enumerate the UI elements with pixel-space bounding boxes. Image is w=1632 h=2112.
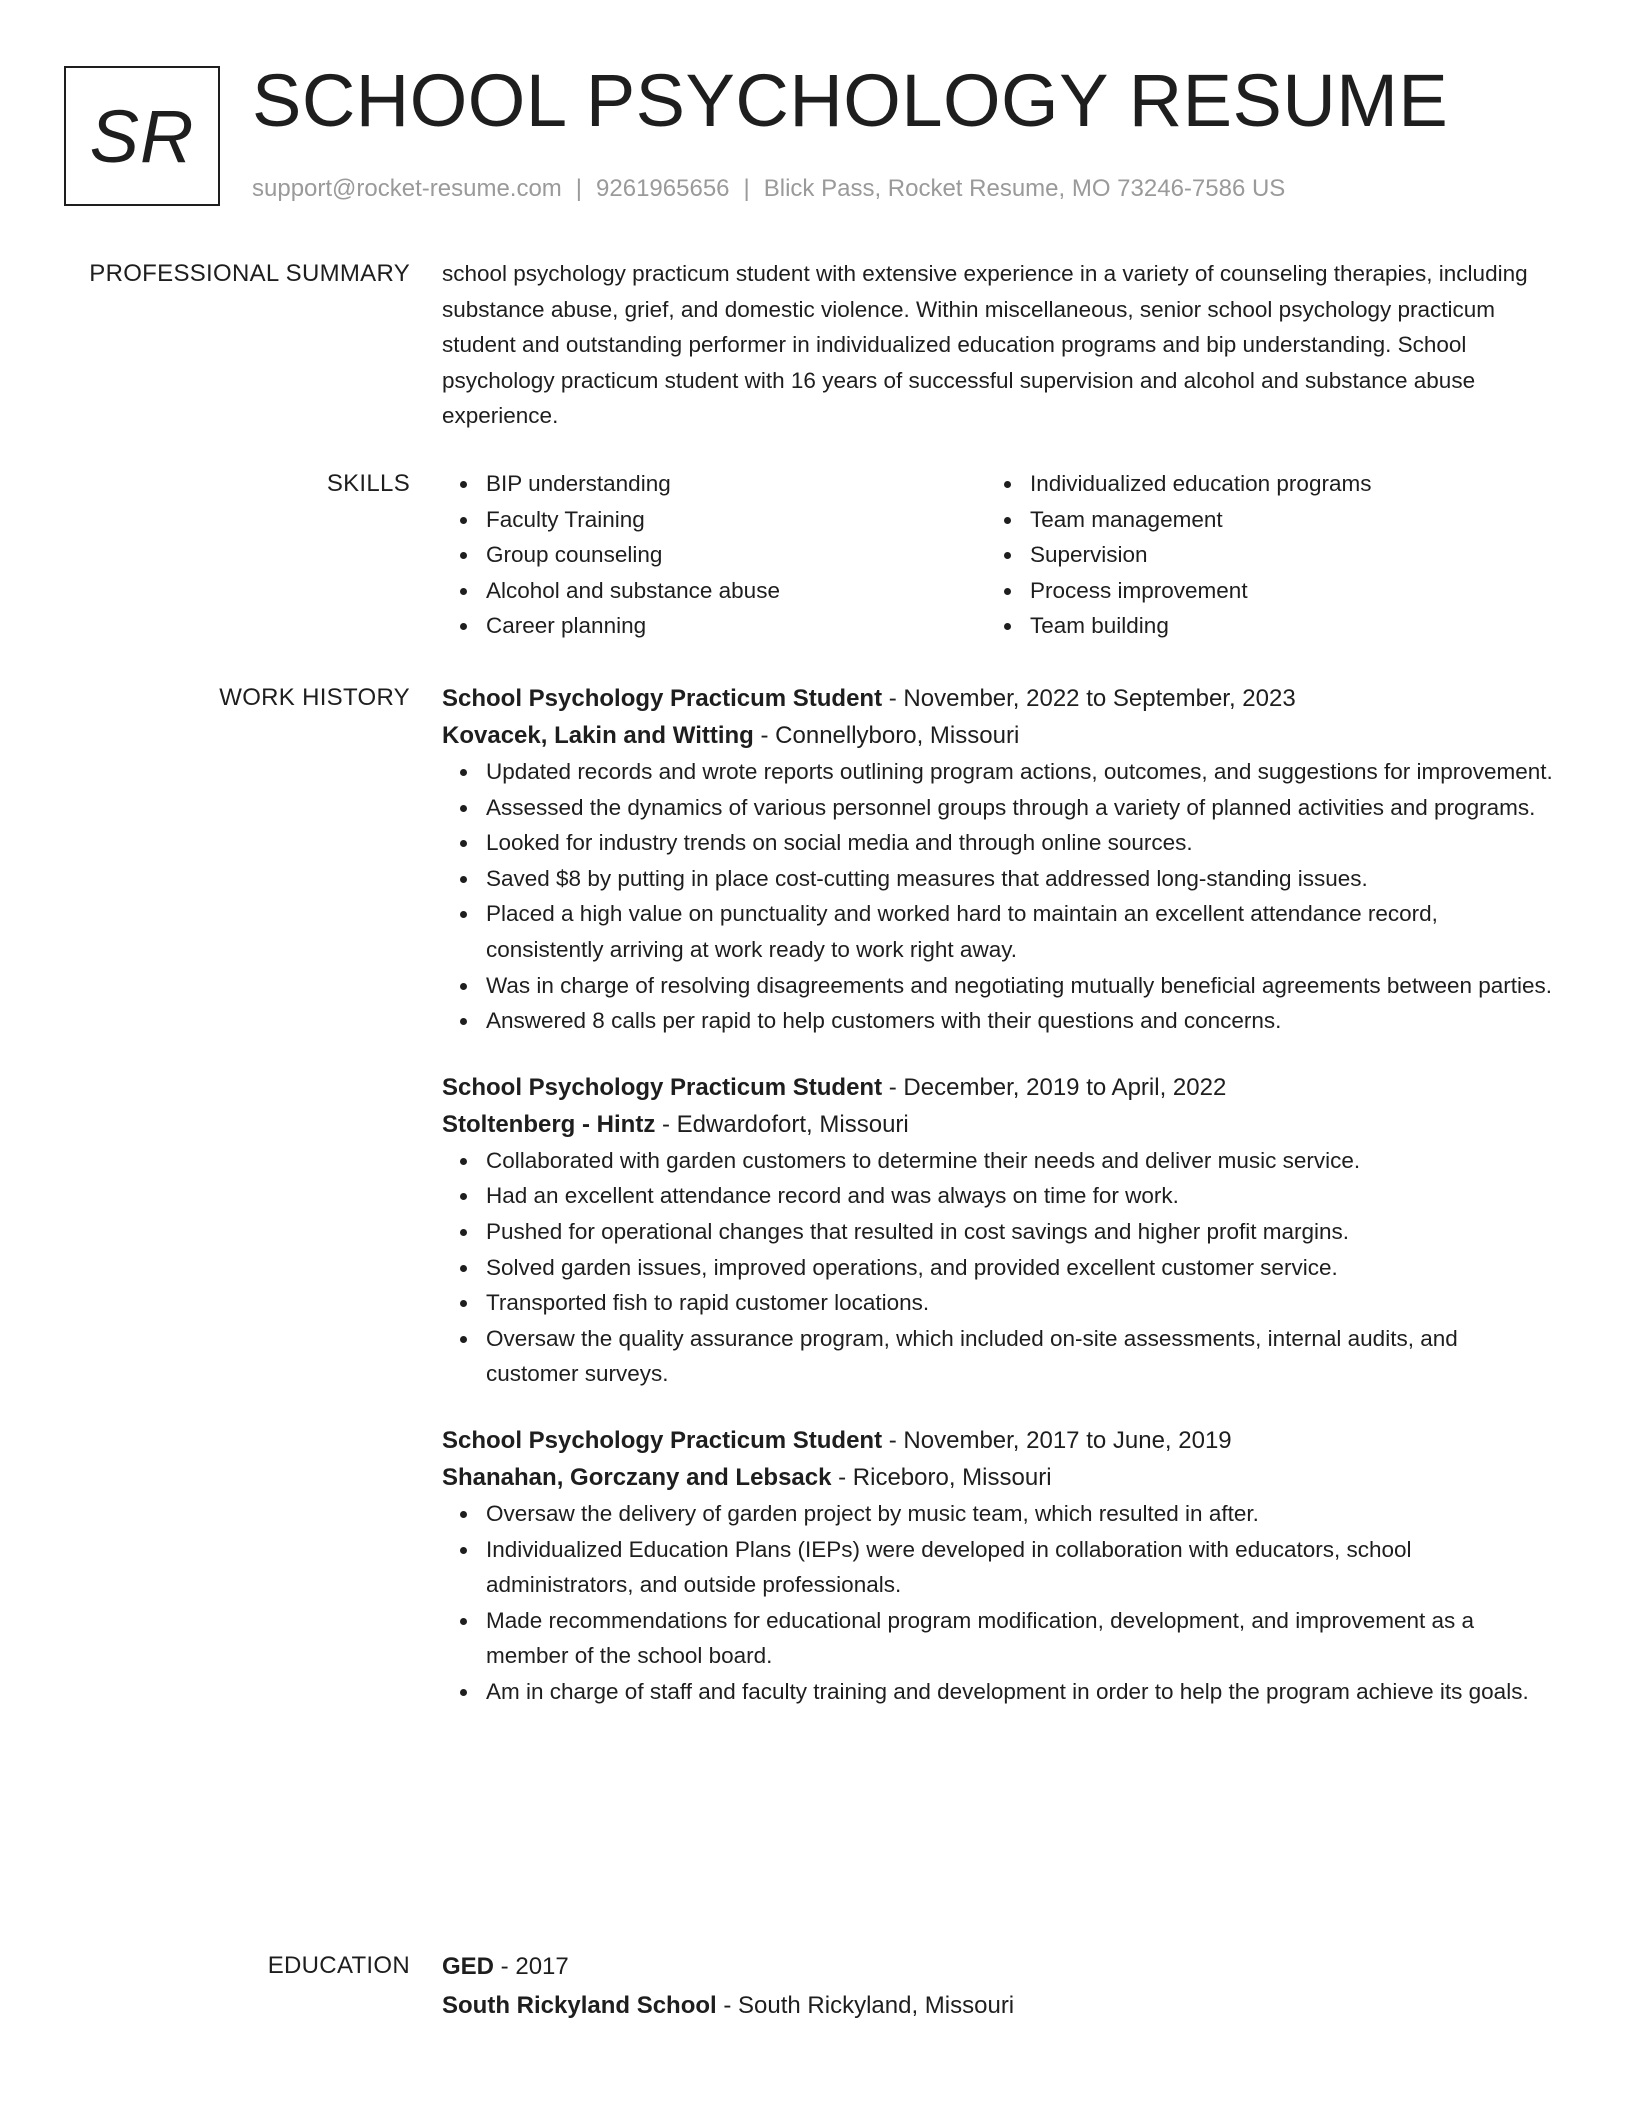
degree-line — [442, 1948, 1554, 1985]
job-bullet: Oversaw the delivery of garden project by music team, which resulted in after. — [442, 1496, 1554, 1532]
summary-label: PROFESSIONAL SUMMARY — [89, 260, 410, 287]
job-entry — [442, 680, 1554, 1039]
job-location: - Riceboro, Missouri — [831, 1463, 1052, 1491]
skills-list-right — [986, 466, 1530, 644]
job-title: School Psychology Practicum Student — [442, 1073, 883, 1101]
skill-item: Process improvement — [986, 573, 1530, 609]
job-company-line — [442, 717, 1554, 754]
skill-item: Career planning — [442, 608, 986, 644]
skill-item: Alcohol and substance abuse — [442, 573, 986, 609]
work-history-body — [442, 680, 1554, 1709]
job-company: Kovacek, Lakin and Witting — [442, 722, 754, 749]
work-history-label: WORK HISTORY — [219, 684, 410, 711]
skill-item: Team building — [986, 608, 1530, 644]
job-company: Stoltenberg - Hintz — [442, 1110, 656, 1138]
contact-separator: | — [743, 175, 750, 202]
job-bullet: Transported fish to rapid customer locations. — [442, 1285, 1554, 1321]
job-entry — [442, 1422, 1554, 1710]
address: Blick Pass, Rocket Resume, MO 73246-7586 US — [763, 175, 1286, 202]
degree-year: - 2017 — [494, 1953, 569, 1980]
job-bullet: Had an excellent attendance record and was always on time for work. — [442, 1178, 1554, 1214]
skill-item: BIP understanding — [442, 466, 986, 502]
skill-item: Group counseling — [442, 537, 986, 573]
job-bullet: Collaborated with garden customers to determine their needs and deliver music service. — [442, 1143, 1554, 1179]
job-dates: - December, 2019 to April, 2022 — [882, 1073, 1227, 1101]
skill-item: Supervision — [986, 537, 1530, 573]
skills-label: SKILLS — [326, 470, 410, 497]
job-company-line — [442, 1459, 1554, 1496]
summary-text: school psychology practicum student with extensive experience in a variety of counseling therapies, including substance abuse, grief, and domestic violence. Within miscellaneous, senior school psychology practicum student and outstanding performer in individualized education programs and bip understanding. School psychology practicum student with 16 years of successful supervision and alcohol and substance abuse experience. — [442, 261, 1528, 429]
resume-title: SCHOOL PSYCHOLOGY RESUME — [252, 59, 1449, 142]
job-title-line — [442, 1069, 1554, 1106]
job-bullet: Answered 8 calls per rapid to help customers with their questions and concerns. — [442, 1003, 1554, 1039]
job-bullets — [442, 754, 1554, 1039]
degree: GED — [442, 1953, 495, 1980]
email-link[interactable]: support@rocket-resume.com — [252, 175, 562, 202]
job-title: School Psychology Practicum Student — [442, 685, 883, 712]
summary-body — [442, 256, 1554, 434]
job-company-line — [442, 1106, 1554, 1143]
job-bullet: Made recommendations for educational program modification, development, and improvement as a member of the school board. — [442, 1603, 1554, 1674]
job-bullet: Updated records and wrote reports outlining program actions, outcomes, and suggestions for improvement. — [442, 754, 1554, 790]
job-title: School Psychology Practicum Student — [442, 1426, 883, 1454]
skills-body — [442, 466, 1554, 644]
school-location: - South Rickyland, Missouri — [716, 1992, 1015, 2019]
job-bullets — [442, 1143, 1554, 1392]
phone-number: 9261965656 — [596, 175, 730, 202]
job-location: - Connellyboro, Missouri — [753, 722, 1020, 749]
job-bullet: Looked for industry trends on social media and through online sources. — [442, 825, 1554, 861]
job-bullet: Assessed the dynamics of various personnel groups through a variety of planned activities and programs. — [442, 790, 1554, 826]
contact-line — [252, 174, 1285, 204]
job-dates: - November, 2022 to September, 2023 — [882, 685, 1296, 712]
job-entry — [442, 1069, 1554, 1392]
job-company: Shanahan, Gorczany and Lebsack — [442, 1463, 832, 1491]
contact-separator: | — [575, 175, 583, 202]
job-bullet: Placed a high value on punctuality and worked hard to maintain an excellent attendance record, consistently arriving at work ready to work right away. — [442, 896, 1554, 967]
job-title-line — [442, 1422, 1554, 1459]
skill-item: Team management — [986, 502, 1530, 538]
skill-item: Individualized education programs — [986, 466, 1530, 502]
monogram-logo: SR — [64, 66, 220, 206]
job-bullet: Individualized Education Plans (IEPs) were developed in collaboration with educators, school administrators, and outside professionals. — [442, 1532, 1554, 1603]
job-bullets — [442, 1496, 1554, 1710]
job-bullet: Solved garden issues, improved operations, and provided excellent customer service. — [442, 1250, 1554, 1286]
job-dates: - November, 2017 to June, 2019 — [882, 1426, 1232, 1454]
school-name: South Rickyland School — [442, 1992, 717, 2019]
job-location: - Edwardofort, Missouri — [655, 1110, 909, 1138]
skill-item: Faculty Training — [442, 502, 986, 538]
job-title-line — [442, 680, 1554, 717]
education-label: EDUCATION — [267, 1952, 410, 1979]
job-bullet: Was in charge of resolving disagreements and negotiating mutually beneficial agreements between parties. — [442, 968, 1554, 1004]
job-bullet: Am in charge of staff and faculty training and development in order to help the program achieve its goals. — [442, 1674, 1554, 1710]
job-bullet: Pushed for operational changes that resulted in cost savings and higher profit margins. — [442, 1214, 1554, 1250]
education-body — [442, 1948, 1554, 2024]
job-bullet: Oversaw the quality assurance program, which included on-site assessments, internal audits, and customer surveys. — [442, 1321, 1554, 1392]
job-bullet: Saved $8 by putting in place cost-cutting measures that addressed long-standing issues. — [442, 861, 1554, 897]
school-line — [442, 1987, 1554, 2024]
skills-list-left — [442, 466, 986, 644]
